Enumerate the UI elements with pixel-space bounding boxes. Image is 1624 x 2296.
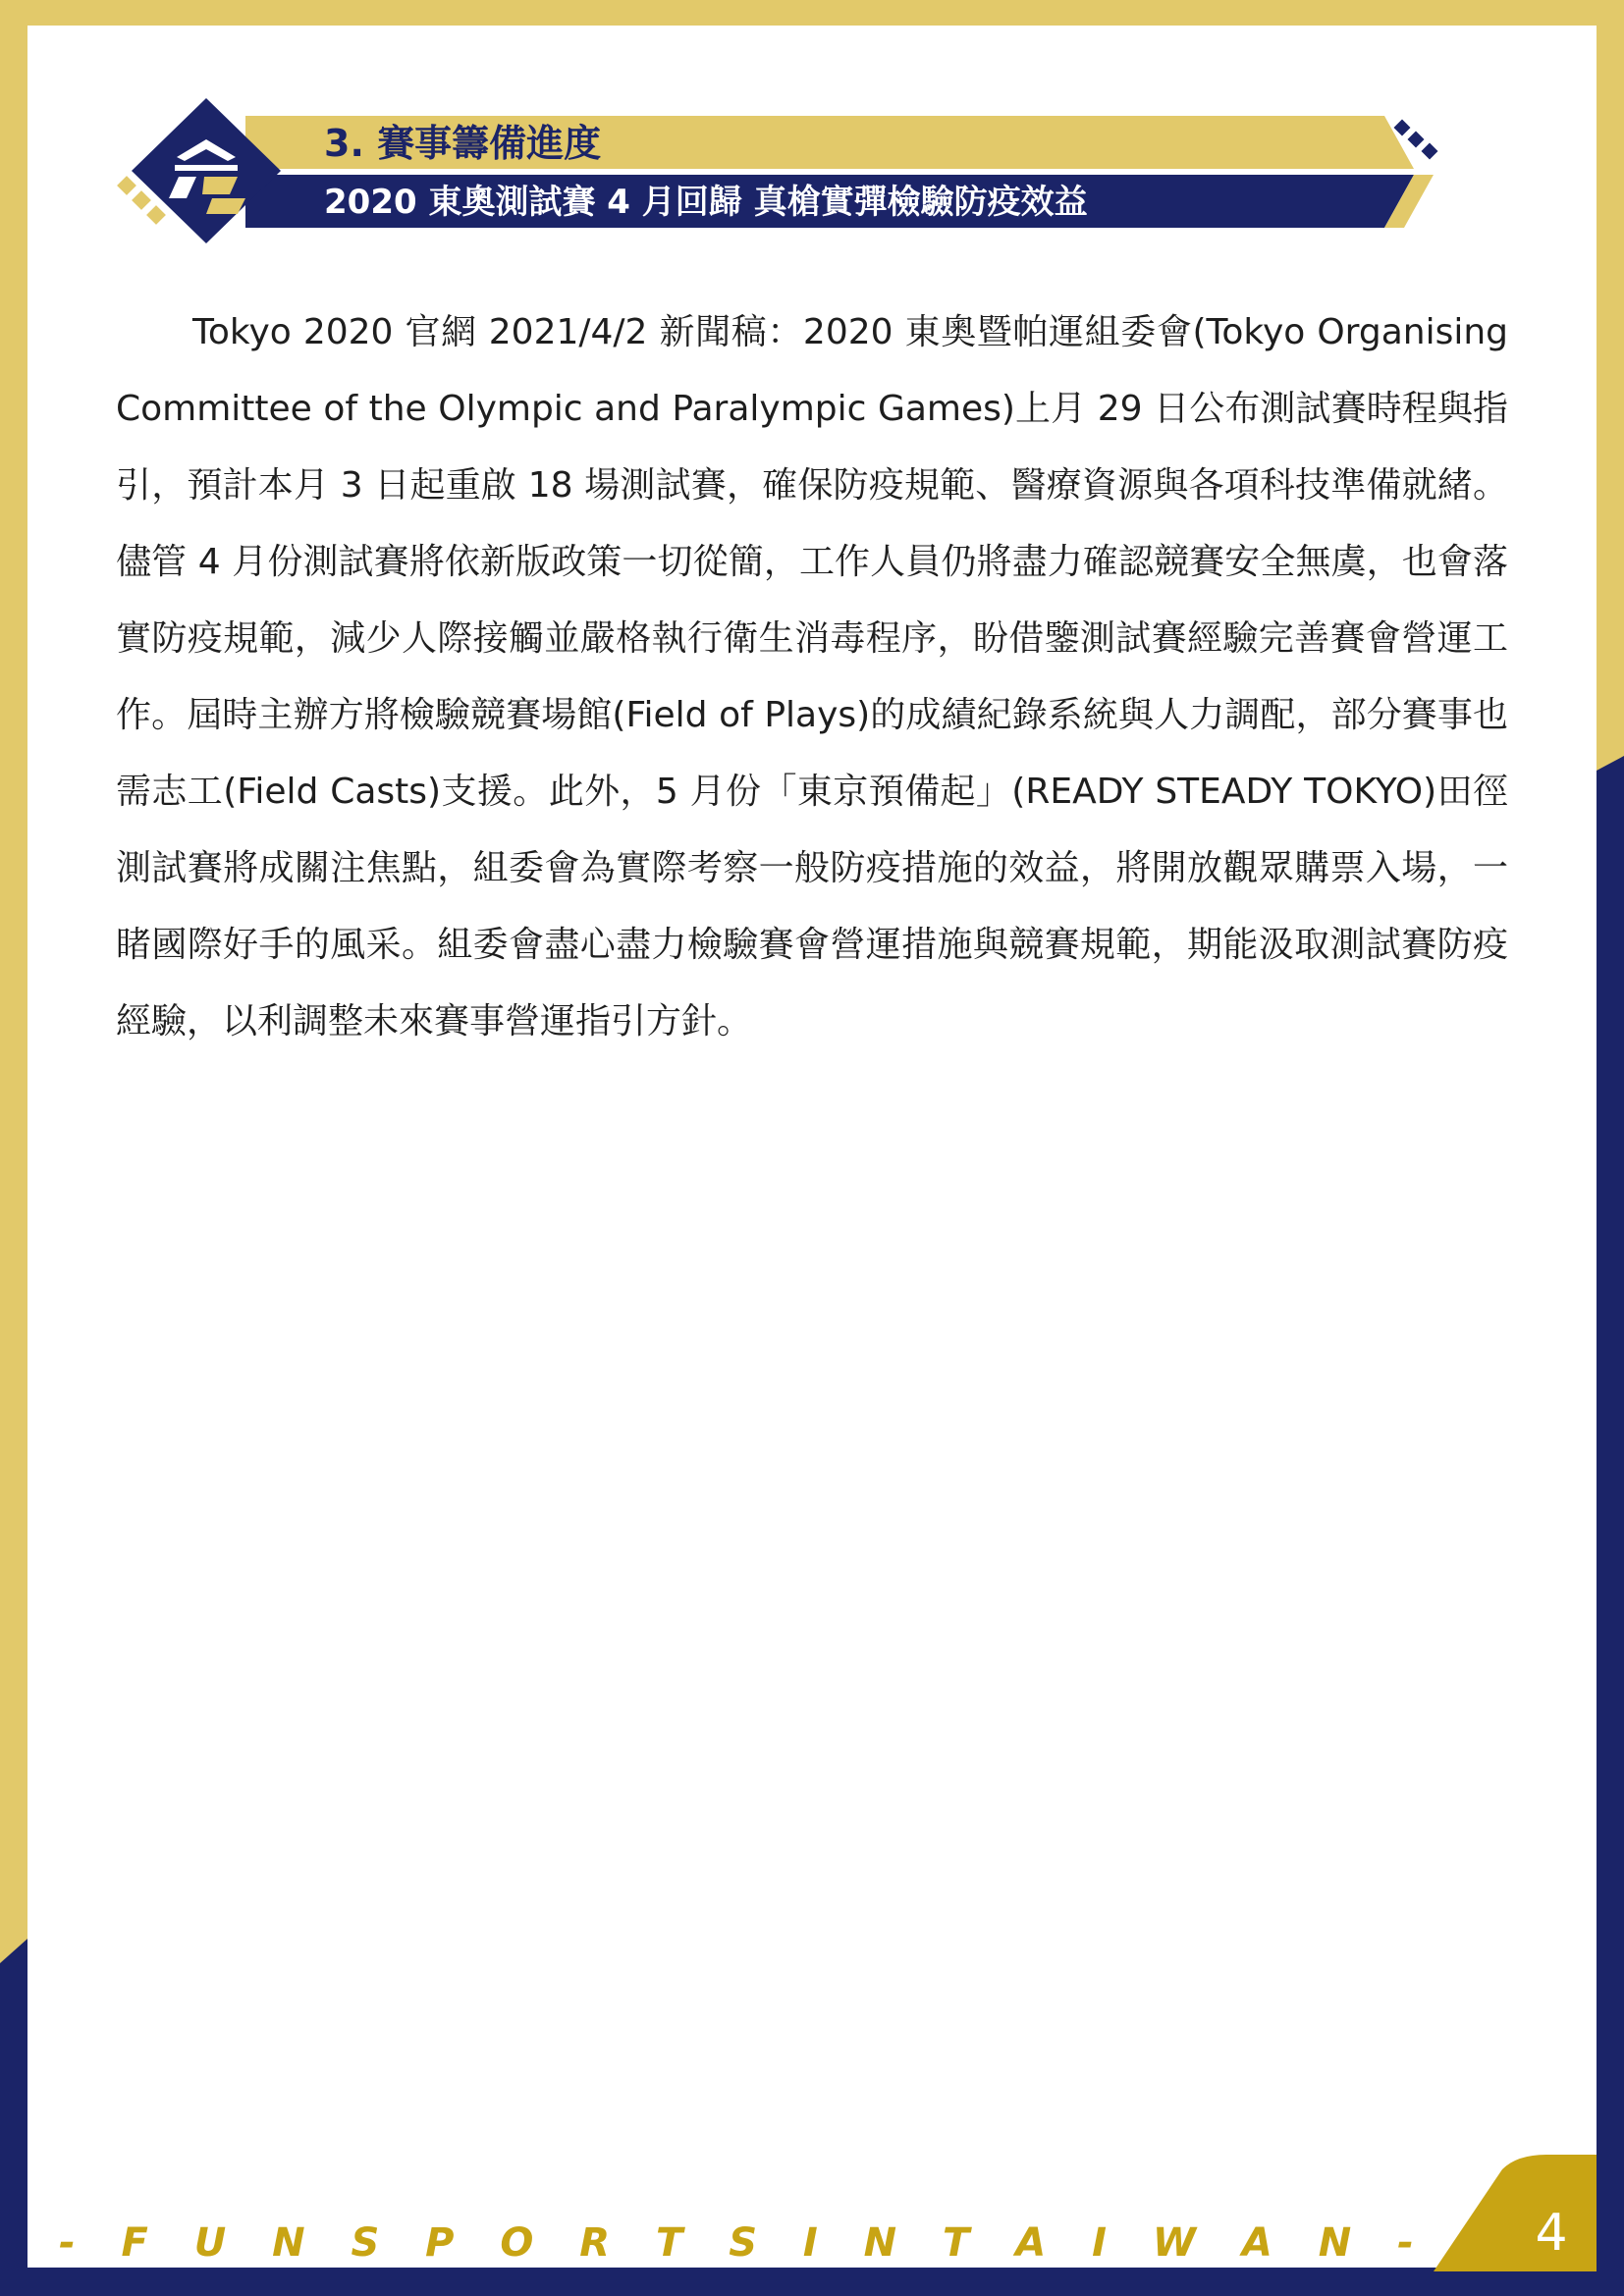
slogan-letter: W (1152, 2220, 1196, 2266)
slogan-letter: S (351, 2220, 380, 2266)
slogan-letter: U (193, 2220, 227, 2266)
slogan-letter: I (1092, 2220, 1107, 2266)
header-banner (0, 0, 1624, 265)
article-title: 2020 東奧測試賽 4 月回歸 真槍實彈檢驗防疫效益 (324, 183, 1088, 222)
sports-administration-logo-icon (128, 96, 285, 245)
slogan-letter: N (272, 2220, 305, 2266)
footer-slogan (59, 2214, 1414, 2272)
section-title: 3. 賽事籌備進度 (324, 122, 602, 165)
slogan-letter: - (1397, 2220, 1414, 2266)
page-number: 4 (1535, 2204, 1568, 2263)
slogan-letter: T (656, 2220, 683, 2266)
slogan-letter: - (59, 2220, 76, 2266)
slogan-letter: R (579, 2220, 611, 2266)
slogan-letter: N (1318, 2220, 1352, 2266)
slogan-letter: S (729, 2220, 757, 2266)
slogan-letter: A (1241, 2220, 1272, 2266)
slogan-letter: T (943, 2220, 970, 2266)
slogan-letter: I (802, 2220, 818, 2266)
article-body-paragraph: Tokyo 2020 官網 2021/4/2 新聞稿：2020 東奧暨帕運組委會(Tokyo Organising Committee of the Olympic and Paralympic Games)上月 29 日公布測試賽時程與指引，預計本月 3 日起重啟 18 場測試賽，確保防疫規範、醫療資源與各項科技準備就緒。儘管 4 月份測試賽將依新版政策一切從簡，工作人員仍將盡力確認競賽安全無虞，也會落實防疫規範，減少人際接觸並嚴格執行衛生消毒程序，盼借鑒測試賽經驗完善賽會營運工作。屆時主辦方將檢驗競賽場館(Field of Plays)的成績紀錄系統與人力調配，部分賽事也需志工(Field Casts)支援。此外，5 月份「東京預備起」(READY STEADY TOKYO)田徑測試賽將成關注焦點，組委會為實際考察一般防疫措施的效益，將開放觀眾購票入場，一睹國際好手的風采。組委會盡心盡力檢驗賽會營運措施與競賽規範，期能汲取測試賽防疫經驗，以利調整未來賽事營運指引方針。 (116, 312, 1508, 1041)
slogan-letter: P (425, 2220, 455, 2266)
slogan-letter: A (1015, 2220, 1047, 2266)
slogan-letter: N (863, 2220, 897, 2266)
slogan-letter: F (121, 2220, 148, 2266)
slogan-letter: O (500, 2220, 534, 2266)
